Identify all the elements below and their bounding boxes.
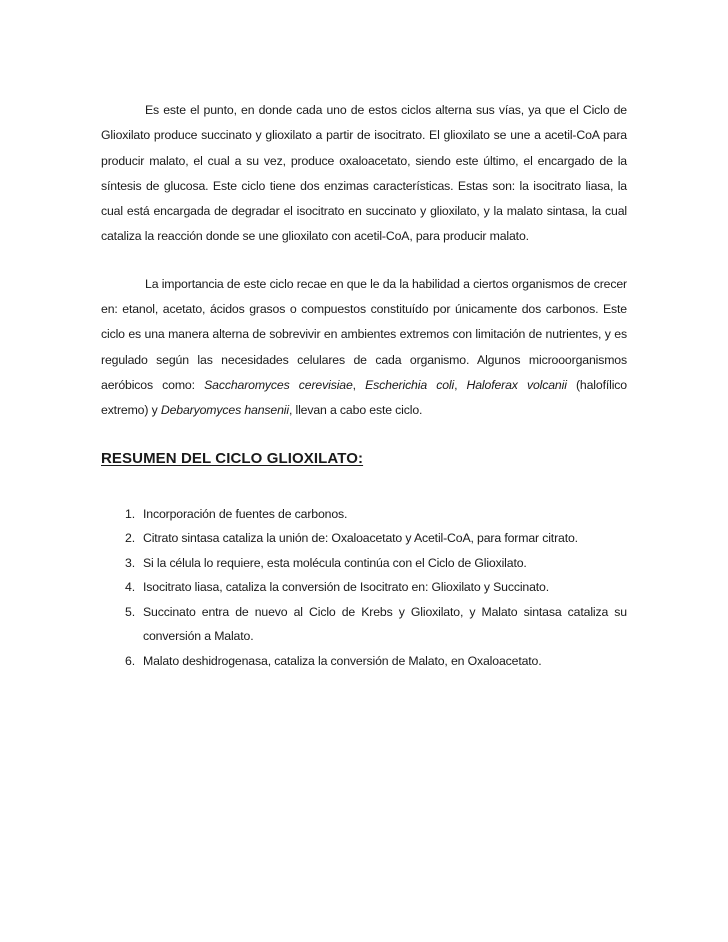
paragraph-glyoxylate-cycle <box>101 98 627 250</box>
list-item-number: 6. <box>125 653 135 668</box>
list-item-text: Si la célula lo requiere, esta molécula continúa con el Ciclo de Glioxilato. <box>143 555 527 570</box>
species-name: Haloferax volcanii <box>466 377 567 392</box>
list-item-text: Succinato entra de nuevo al Ciclo de Krebs y Glioxilato, y Malato sintasa cataliza su conversión a Malato. <box>143 604 627 644</box>
list-item-number: 5. <box>125 604 135 619</box>
paragraph-text: , llevan a cabo este ciclo. <box>288 403 423 418</box>
list-item-number: 1. <box>125 506 135 521</box>
list-item <box>101 600 627 649</box>
list-item-number: 2. <box>125 531 135 546</box>
species-name: Escherichia coli <box>365 377 455 392</box>
list-item-text: Isocitrato liasa, cataliza la conversión de Isocitrato en: Glioxilato y Succinato. <box>143 580 549 595</box>
list-item-text: Incorporación de fuentes de carbonos. <box>143 506 348 521</box>
list-item <box>101 575 627 600</box>
paragraph-text: La importancia de este ciclo recae en que le da la habilidad a ciertos organismos de crecer en: etanol, acetato, ácidos grasos o compuestos constituído por únicamente dos carbonos. Este ciclo es una manera alterna de sobrevivir en ambientes extremos con limitación de nutrientes, y es regulado según las necesidades celulares de cada organismo. Algunos microoorganismos aeróbicos como: <box>101 276 627 392</box>
species-name: Saccharomyces cerevisiae <box>204 377 353 392</box>
section-heading: RESUMEN DEL CICLO GLIOXILATO: <box>101 449 364 467</box>
list-item <box>101 551 627 576</box>
list-item-text: Malato deshidrogenasa, cataliza la conversión de Malato, en Oxaloacetato. <box>143 653 542 668</box>
list-item-number: 3. <box>125 555 135 570</box>
document-body <box>101 98 627 673</box>
list-item <box>101 502 627 527</box>
paragraph-text: (halofílico extremo) y <box>101 377 627 418</box>
paragraph-text: , <box>352 377 366 392</box>
paragraph-text: Es este el punto, en donde cada uno de estos ciclos alterna sus vías, ya que el Ciclo de Glioxilato produce succinato y glioxilato a partir de isocitrato. El glioxilato se une a acetil-CoA para producir malato, el cual a su vez, produce oxaloacetato, siendo este último, el encargado de la síntesis de glucosa. Este ciclo tiene dos enzimas características. Estas son: la isocitrato liasa, la cual está encargada de degradar el isocitrato en succinato y glioxilato, y la malato sintasa, la cual cataliza la reacción donde se une glioxilato con acetil-CoA, para producir malato. <box>101 103 627 244</box>
list-item <box>101 649 627 674</box>
species-name: Debaryomyces hansenii <box>160 403 289 418</box>
summary-list <box>101 502 627 674</box>
paragraph-cycle-importance <box>101 272 627 424</box>
paragraph-text: , <box>454 377 467 392</box>
list-item-number: 4. <box>125 580 135 595</box>
list-item <box>101 526 627 551</box>
list-item-text: Citrato sintasa cataliza la unión de: Oxaloacetato y Acetil-CoA, para formar citrato. <box>143 531 578 546</box>
